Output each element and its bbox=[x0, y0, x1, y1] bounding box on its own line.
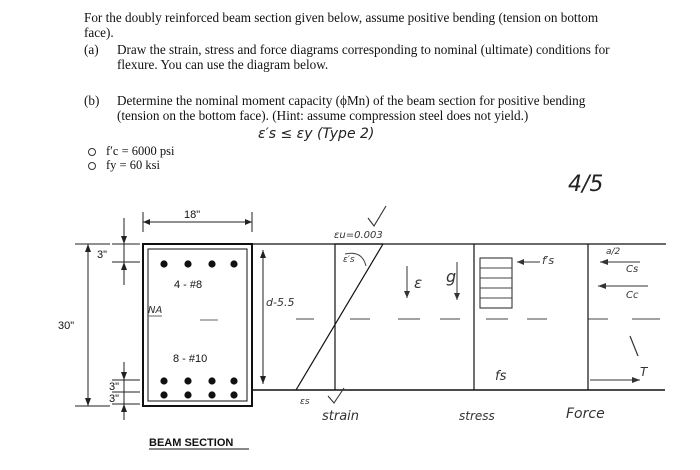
score-note: 4/5 bbox=[568, 172, 604, 197]
height-label: 30" bbox=[58, 320, 75, 332]
width-label: 18" bbox=[184, 209, 201, 221]
es-label: εs bbox=[300, 397, 310, 407]
bottom-cover-label-2: 3" bbox=[109, 393, 120, 405]
beam-caption: BEAM SECTION bbox=[149, 437, 234, 449]
top-bars-label: 4 - #8 bbox=[174, 279, 203, 291]
top-bars bbox=[160, 260, 237, 267]
na-label: NA bbox=[148, 305, 163, 316]
strain-diagram bbox=[296, 206, 386, 424]
eu-label: εu=0.003 bbox=[334, 230, 383, 241]
bottom-cover-dimension bbox=[109, 362, 140, 420]
part-b-label: (b) bbox=[84, 93, 100, 108]
given-fy-text: fy = 60 ksi bbox=[106, 158, 160, 172]
force-diagram bbox=[566, 244, 649, 422]
part-a-label: (a) bbox=[84, 42, 99, 57]
stress-diagram bbox=[459, 244, 554, 423]
epsilon-label: ε bbox=[414, 274, 423, 292]
bottom-bars bbox=[160, 377, 237, 398]
top-cover-label: 3" bbox=[97, 249, 108, 261]
hint-note: ε′s ≤ εy (Type 2) bbox=[258, 126, 375, 142]
a2-label: a/2 bbox=[606, 247, 621, 257]
bottom-bars-label: 8 - #10 bbox=[173, 353, 208, 365]
svg-text:g: g bbox=[446, 267, 457, 286]
cc-label: Cc bbox=[626, 290, 639, 301]
given-fc-text: f′c = 6000 psi bbox=[106, 144, 175, 158]
part-a-text: Draw the strain, stress and force diagrams corresponding to nominal (ultimate) conditions for flexure. You can use the diagram below. bbox=[117, 42, 610, 72]
part-b-text: Determine the nominal moment capacity (ϕMn) of the beam section for positive bending (tension on the bottom face). (Hint: assume compression steel does not yield.) bbox=[117, 93, 586, 123]
fs-prime-label: f′s bbox=[542, 254, 555, 267]
force-label: Force bbox=[566, 406, 605, 422]
t-label: T bbox=[640, 365, 648, 379]
bottom-cover-label-1: 3" bbox=[109, 381, 120, 393]
cs-label: Cs bbox=[626, 264, 639, 275]
epsilon-arrows bbox=[404, 262, 460, 300]
strain-label: strain bbox=[322, 409, 360, 424]
height-dimension bbox=[58, 244, 110, 406]
beam-section bbox=[143, 244, 252, 406]
problem-intro: For the doubly reinforced beam section given below, assume positive bending (tension on bottom face). bbox=[84, 10, 599, 40]
fs-label: fs bbox=[495, 369, 507, 384]
width-dimension bbox=[143, 209, 252, 232]
top-cover-dimension bbox=[97, 218, 140, 285]
d-dimension bbox=[260, 250, 294, 384]
stress-label: stress bbox=[459, 409, 495, 423]
es-prime-label: ε′s bbox=[343, 255, 355, 265]
d-label: d-5.5 bbox=[266, 296, 295, 309]
